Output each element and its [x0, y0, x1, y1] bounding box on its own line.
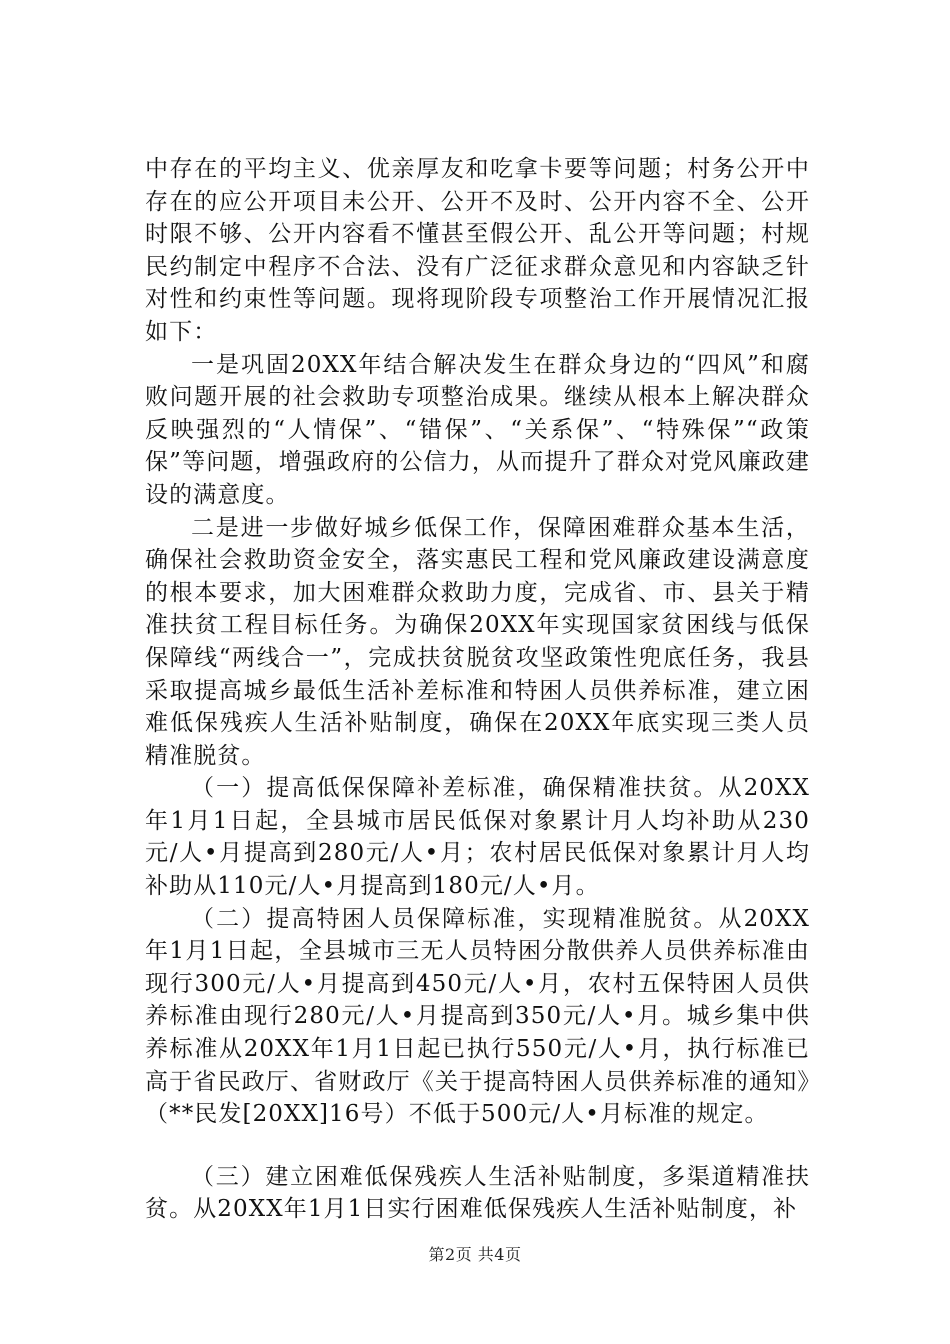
paragraph-subpoint-three: （三）建立困难低保残疾人生活补贴制度，多渠道精准扶贫。从20XX年1月1日实行困难低保残疾人生活补贴制度，补 — [145, 1163, 810, 1223]
paragraph-point-two: 二是进一步做好城乡低保工作，保障困难群众基本生活，确保社会救助资金安全，落实惠民工程和党风廉政建设满意度的根本要求，加大困难群众救助力度，完成省、市、县关于精准扶贫工程目标任务。为确保20XX年实现国家贫困线与低保保障线“两线合一”，完成扶贫脱贫攻坚政策性兜底任务，我县采取提高城乡最低生活补差标准和特困人员供养标准，建立困难低保残疾人生活补贴制度，确保在20XX年底实现三类人员精准脱贫。 — [145, 514, 810, 769]
paragraph-subpoint-two: （二）提高特困人员保障标准，实现精准脱贫。从20XX年1月1日起，全县城市三无人员特困分散供养人员供养标准由现行300元/人•月提高到450元/人•月，农村五保特困人员供养标准由现行280元/人•月提高到350元/人•月。城乡集中供养标准从20XX年1月1日起已执行550元/人•月，执行标准已高于省民政厅、省财政厅《关于提高特困人员供养标准的通知》（**民发[20XX]16号）不低于500元/人•月标准的规定。 — [145, 905, 810, 1128]
paragraph-subpoint-one: （一）提高低保保障补差标准，确保精准扶贫。从20XX年1月1日起，全县城市居民低保对象累计月人均补助从230元/人•月提高到280元/人•月；农村居民低保对象累计月人均补助从110元/人•月提高到180元/人•月。 — [145, 775, 810, 900]
paragraph-point-one: 一是巩固20XX年结合解决发生在群众身边的“四风”和腐败问题开展的社会救助专项整治成果。继续从根本上解决群众反映强烈的“人情保”、“错保”、“关系保”、“特殊保”“政策保”等问题，增强政府的公信力，从而提升了群众对党风廉政建设的满意度。 — [145, 351, 810, 508]
document-body — [145, 153, 810, 1226]
paragraph-gap — [145, 1131, 810, 1161]
page-footer: 第2页 共4页 — [428, 1245, 522, 1264]
paragraph-continuation: 中存在的平均主义、优亲厚友和吃拿卡要等问题；村务公开中存在的应公开项目未公开、公开不及时、公开内容不全、公开时限不够、公开内容看不懂甚至假公开、乱公开等问题；村规民约制定中程序不合法、没有广泛征求群众意见和内容缺乏针对性和约束性等问题。现将现阶段专项整治工作开展情况汇报如下： — [145, 156, 810, 345]
